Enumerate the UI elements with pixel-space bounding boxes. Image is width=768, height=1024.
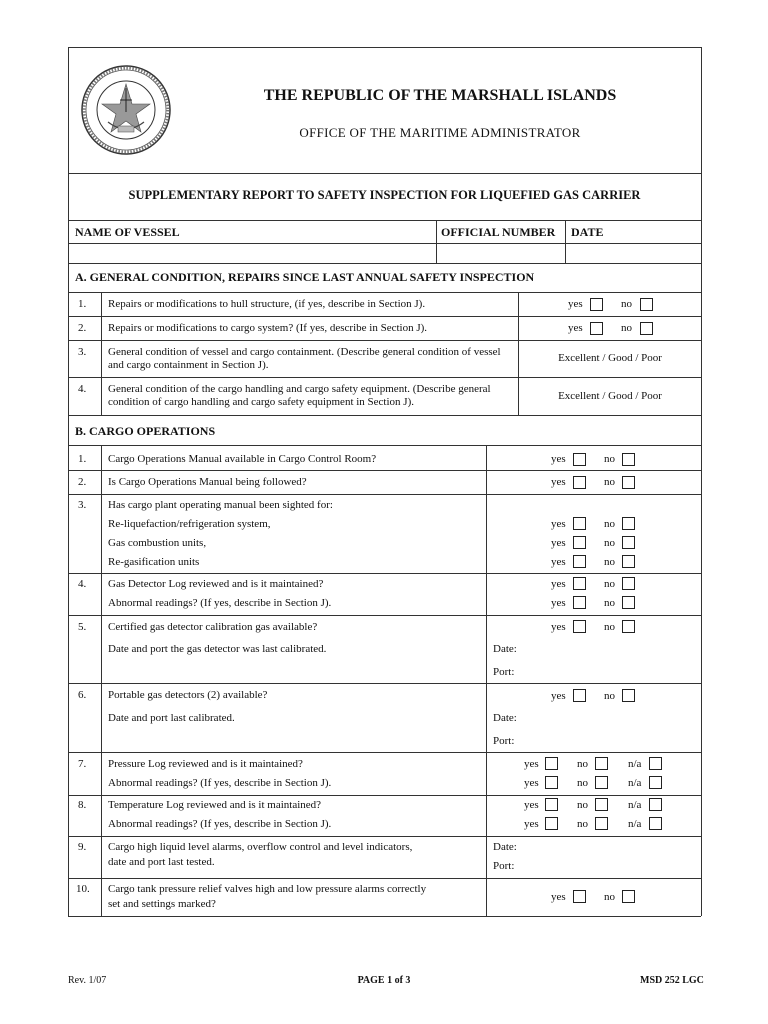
b9-date-label: Date: <box>493 841 517 853</box>
form-code: MSD 252 LGC <box>640 975 704 986</box>
no-label: no <box>577 758 588 770</box>
b5-port-label: Port: <box>493 666 515 678</box>
b7-2-no-checkbox[interactable] <box>595 776 608 789</box>
no-label: no <box>621 322 632 334</box>
a3-text: General condition of vessel and cargo containment. (Describe general condition of vessel and cargo containment in Section J). <box>108 346 501 371</box>
a1-text: Repairs or modifications to hull structure, (if yes, describe in Section J). <box>108 298 426 310</box>
b6-no-checkbox[interactable] <box>622 689 635 702</box>
b7-1-no-checkbox[interactable] <box>595 757 608 770</box>
b3-number: 3. <box>78 499 87 511</box>
a1-yes-checkbox[interactable] <box>590 298 603 311</box>
b8-2-yes-checkbox[interactable] <box>545 817 558 830</box>
yes-label: yes <box>524 777 539 789</box>
b7-sub-1: Abnormal readings? (If yes, describe in Section J). <box>108 777 332 789</box>
na-label: n/a <box>628 799 642 811</box>
b9-sub-1: date and port last tested. <box>108 856 215 868</box>
yes-label: yes <box>568 298 583 310</box>
b10-text: Cargo tank pressure relief valves high and low pressure alarms correctly <box>108 883 427 895</box>
b7-2-yes-checkbox[interactable] <box>545 776 558 789</box>
yes-label: yes <box>551 891 566 903</box>
b6-date-field[interactable] <box>525 710 695 726</box>
a4-rating[interactable]: Excellent / Good / Poor <box>558 390 662 402</box>
official-number-field[interactable] <box>437 244 564 262</box>
official-number-label: OFFICIAL NUMBER <box>441 225 556 239</box>
no-label: no <box>604 518 615 530</box>
no-label: no <box>577 818 588 830</box>
no-label: no <box>604 556 615 568</box>
na-label: n/a <box>628 818 642 830</box>
b7-1-na-checkbox[interactable] <box>649 757 662 770</box>
b3-2-yes-checkbox[interactable] <box>573 536 586 549</box>
marshall-islands-seal-icon <box>80 64 172 156</box>
b8-1-na-checkbox[interactable] <box>649 798 662 811</box>
b7-1-yes-checkbox[interactable] <box>545 757 558 770</box>
b4-number: 4. <box>78 578 87 590</box>
date-field[interactable] <box>566 244 700 262</box>
republic-title: THE REPUBLIC OF THE MARSHALL ISLANDS <box>263 87 617 104</box>
b8-1-no-checkbox[interactable] <box>595 798 608 811</box>
yes-label: yes <box>551 690 566 702</box>
b4-sub-1: Abnormal readings? (If yes, describe in Section J). <box>108 597 332 609</box>
b9-port-field[interactable] <box>525 858 695 874</box>
b3-sub-3: Re-gasification units <box>108 556 200 568</box>
b2-text: Is Cargo Operations Manual being followed? <box>108 476 307 488</box>
b8-1-yes-checkbox[interactable] <box>545 798 558 811</box>
page-number: PAGE 1 of 3 <box>357 975 411 986</box>
b6-text: Portable gas detectors (2) available? <box>108 689 268 701</box>
b2-yes-checkbox[interactable] <box>573 476 586 489</box>
b8-2-na-checkbox[interactable] <box>649 817 662 830</box>
a2-yes-checkbox[interactable] <box>590 322 603 335</box>
no-label: no <box>604 597 615 609</box>
b5-sub-1: Date and port the gas detector was last calibrated. <box>108 643 327 655</box>
yes-label: yes <box>551 518 566 530</box>
a1-number: 1. <box>78 298 87 310</box>
b5-no-checkbox[interactable] <box>622 620 635 633</box>
b5-number: 5. <box>78 621 87 633</box>
a4-number: 4. <box>78 383 87 395</box>
a2-number: 2. <box>78 322 87 334</box>
no-label: no <box>604 621 615 633</box>
b5-text: Certified gas detector calibration gas available? <box>108 621 318 633</box>
no-label: no <box>604 578 615 590</box>
b9-port-label: Port: <box>493 860 515 872</box>
a3-rating[interactable]: Excellent / Good / Poor <box>558 352 662 364</box>
yes-label: yes <box>524 818 539 830</box>
a4-text: General condition of the cargo handling and cargo safety equipment. (Describe general condition of cargo handling and cargo safety equipment in Section J). <box>108 383 491 408</box>
b1-text: Cargo Operations Manual available in Cargo Control Room? <box>108 453 377 465</box>
b6-port-field[interactable] <box>525 733 695 749</box>
b5-port-field[interactable] <box>525 664 695 680</box>
b8-text: Temperature Log reviewed and is it maintained? <box>108 799 322 811</box>
b4-2-no-checkbox[interactable] <box>622 596 635 609</box>
b5-date-field[interactable] <box>525 641 695 657</box>
yes-label: yes <box>551 453 566 465</box>
b10-yes-checkbox[interactable] <box>573 890 586 903</box>
b1-no-checkbox[interactable] <box>622 453 635 466</box>
b5-yes-checkbox[interactable] <box>573 620 586 633</box>
section-b-heading: B. CARGO OPERATIONS <box>75 424 216 438</box>
yes-label: yes <box>551 621 566 633</box>
b1-yes-checkbox[interactable] <box>573 453 586 466</box>
b4-text: Gas Detector Log reviewed and is it maintained? <box>108 578 324 590</box>
b3-sub-2: Gas combustion units, <box>108 537 207 549</box>
name-of-vessel-label: NAME OF VESSEL <box>75 225 180 239</box>
yes-label: yes <box>551 476 566 488</box>
yes-label: yes <box>568 322 583 334</box>
b3-1-yes-checkbox[interactable] <box>573 517 586 530</box>
yes-label: yes <box>524 799 539 811</box>
b3-1-no-checkbox[interactable] <box>622 517 635 530</box>
b6-sub-1: Date and port last calibrated. <box>108 712 235 724</box>
b3-3-no-checkbox[interactable] <box>622 555 635 568</box>
b3-text: Has cargo plant operating manual been sighted for: <box>108 499 333 511</box>
office-title: OFFICE OF THE MARITIME ADMINISTRATOR <box>299 125 581 140</box>
form-title: SUPPLEMENTARY REPORT TO SAFETY INSPECTION FOR LIQUEFIED GAS CARRIER <box>128 188 641 202</box>
b6-number: 6. <box>78 689 87 701</box>
yes-label: yes <box>551 597 566 609</box>
b1-number: 1. <box>78 453 87 465</box>
b5-date-label: Date: <box>493 643 517 655</box>
b9-date-field[interactable] <box>525 839 695 855</box>
b8-2-no-checkbox[interactable] <box>595 817 608 830</box>
yes-label: yes <box>551 556 566 568</box>
yes-label: yes <box>551 578 566 590</box>
b4-2-yes-checkbox[interactable] <box>573 596 586 609</box>
a1-no-checkbox[interactable] <box>640 298 653 311</box>
yes-label: yes <box>524 758 539 770</box>
yes-label: yes <box>551 537 566 549</box>
b3-3-yes-checkbox[interactable] <box>573 555 586 568</box>
b6-date-label: Date: <box>493 712 517 724</box>
name-of-vessel-field[interactable] <box>69 244 435 262</box>
revision-label: Rev. 1/07 <box>68 975 107 986</box>
b3-2-no-checkbox[interactable] <box>622 536 635 549</box>
na-label: n/a <box>628 758 642 770</box>
b7-number: 7. <box>78 758 87 770</box>
na-label: n/a <box>628 777 642 789</box>
b8-sub-1: Abnormal readings? (If yes, describe in Section J). <box>108 818 332 830</box>
no-label: no <box>604 537 615 549</box>
b7-2-na-checkbox[interactable] <box>649 776 662 789</box>
b6-port-label: Port: <box>493 735 515 747</box>
no-label: no <box>604 690 615 702</box>
no-label: no <box>577 777 588 789</box>
b9-text: Cargo high liquid level alarms, overflow control and level indicators, <box>108 841 413 853</box>
a3-number: 3. <box>78 346 87 358</box>
b8-number: 8. <box>78 799 87 811</box>
a2-no-checkbox[interactable] <box>640 322 653 335</box>
no-label: no <box>604 476 615 488</box>
no-label: no <box>621 298 632 310</box>
b10-sub-1: set and settings marked? <box>108 898 216 910</box>
no-label: no <box>604 891 615 903</box>
b2-no-checkbox[interactable] <box>622 476 635 489</box>
b6-yes-checkbox[interactable] <box>573 689 586 702</box>
b10-number: 10. <box>76 883 90 895</box>
b3-sub-1: Re-liquefaction/refrigeration system, <box>108 518 271 530</box>
section-a-heading: A. GENERAL CONDITION, REPAIRS SINCE LAST ANNUAL SAFETY INSPECTION <box>75 270 535 284</box>
a2-text: Repairs or modifications to cargo system? (If yes, describe in Section J). <box>108 322 428 334</box>
date-label: DATE <box>571 225 604 239</box>
b9-number: 9. <box>78 841 87 853</box>
b4-1-no-checkbox[interactable] <box>622 577 635 590</box>
no-label: no <box>604 453 615 465</box>
no-label: no <box>577 799 588 811</box>
b4-1-yes-checkbox[interactable] <box>573 577 586 590</box>
b2-number: 2. <box>78 476 87 488</box>
b10-no-checkbox[interactable] <box>622 890 635 903</box>
b7-text: Pressure Log reviewed and is it maintained? <box>108 758 303 770</box>
